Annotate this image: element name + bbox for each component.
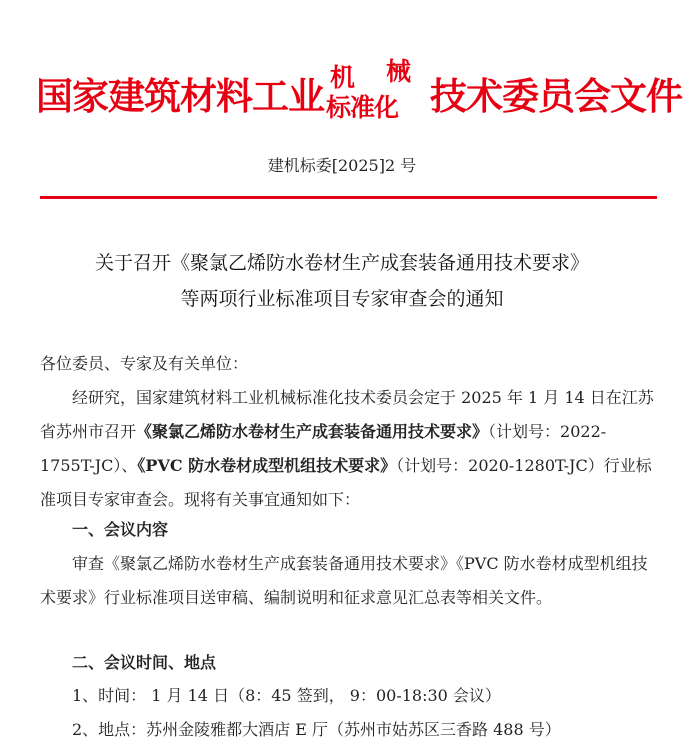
intro-paragraph — [40, 381, 660, 517]
document-number: 建机标委[2025]2 号 — [267, 156, 417, 175]
intro-standard-2: 《PVC 防水卷材成型机组技术要求》 — [137, 456, 397, 475]
header-title-stacked — [326, 58, 422, 120]
header-title-part1: 国家建筑材料工业 — [36, 75, 324, 118]
header-title-part2: 技术委员会文件 — [430, 75, 682, 118]
section2-heading: 二、会议时间、地点 — [72, 653, 217, 672]
meeting-time: 1、时间： 1 月 14 日（8：45 签到， 9：00-18:30 会议） — [72, 686, 501, 705]
notice-title-line1: 关于召开《聚氯乙烯防水卷材生产成套装备通用技术要求》 — [94, 252, 589, 274]
header-divider-line — [40, 196, 657, 199]
notice-title-line2: 等两项行业标准项目专家审查会的通知 — [180, 288, 504, 310]
intro-text-a: 经研究，国家建筑材料工业机械标准化技术委员会定于 2025 年 1 月 14 日在江苏省苏州市召开 — [40, 388, 654, 441]
document-header-title — [36, 57, 682, 128]
section1-text: 审查《聚氯乙烯防水卷材生产成套装备通用技术要求》《PVC 防水卷材成型机组技术要求》行业标准项目送审稿、编制说明和征求意见汇总表等相关文件。 — [40, 554, 648, 607]
intro-text-c: （计划号：2020-1280T-JC）行业标准项目专家审查会。现将有关事宜通知如下： — [40, 456, 652, 509]
intro-text-b: （计划号：2022-1755T-JC）、 — [40, 422, 607, 475]
section1-heading: 一、会议内容 — [72, 520, 169, 539]
header-title-standardization: 标准化 — [326, 93, 399, 122]
salutation: 各位委员、专家及有关单位： — [40, 354, 249, 373]
header-title-xie: 械 — [386, 57, 412, 86]
header-title-ji: 机 — [330, 63, 356, 92]
meeting-place: 2、地点：苏州金陵雅都大酒店 E 厅（苏州市姑苏区三香路 488 号） — [72, 720, 561, 739]
intro-standard-1: 《聚氯乙烯防水卷材生产成套装备通用技术要求》 — [136, 422, 489, 441]
